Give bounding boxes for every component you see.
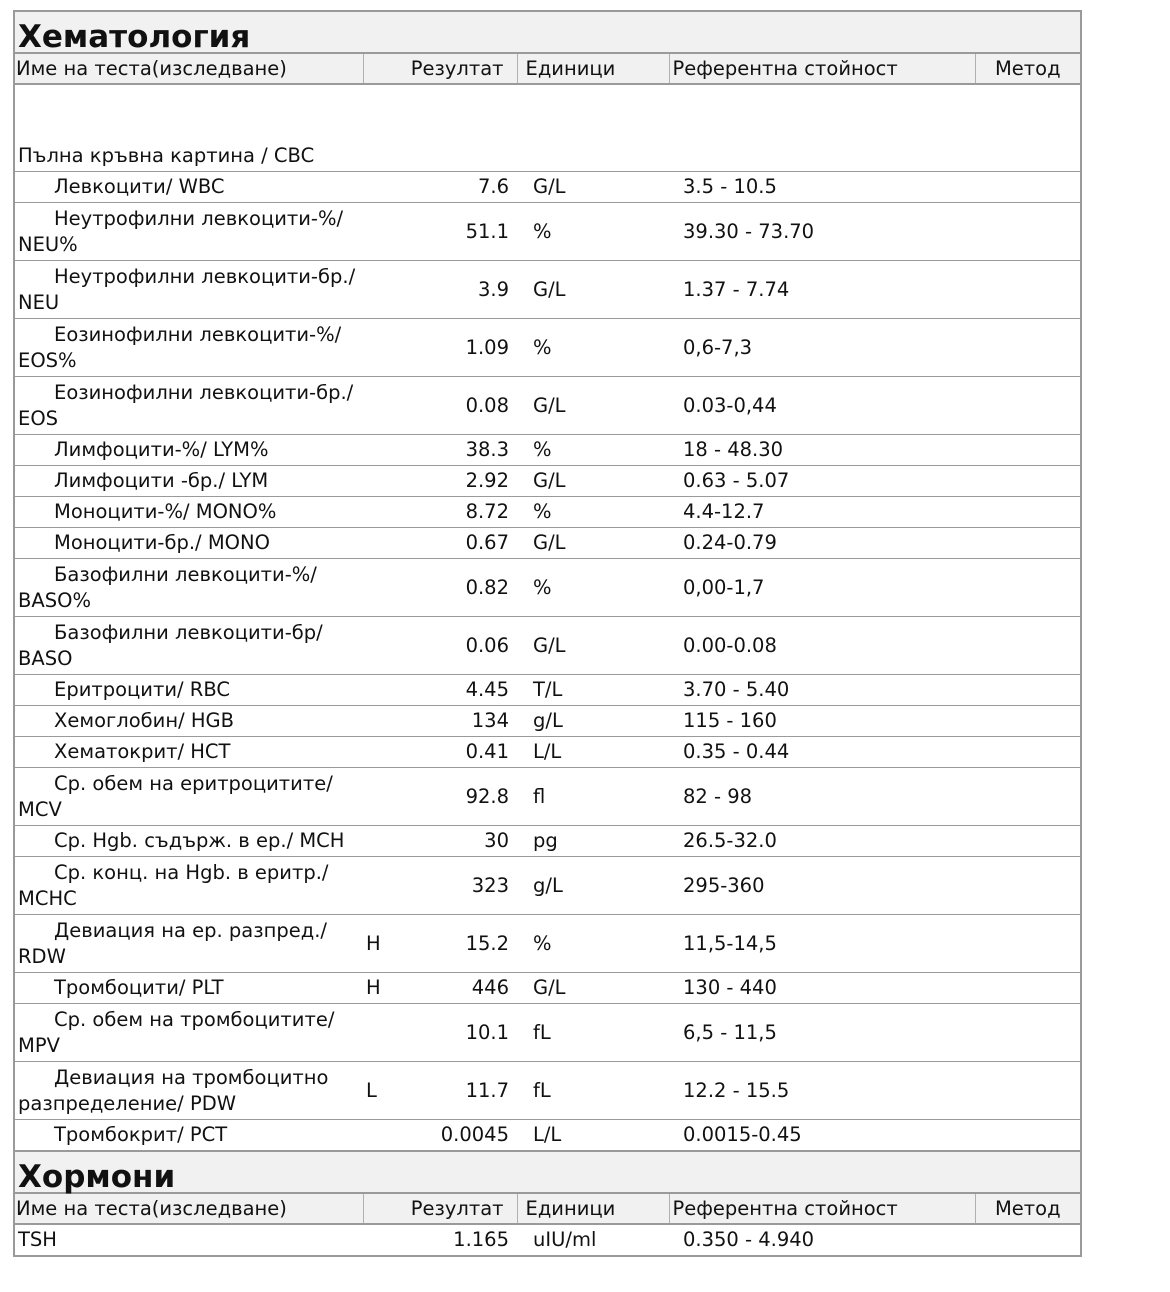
flag-indicator (363, 335, 366, 361)
header-name: Име на теста(изследване) (15, 1194, 363, 1224)
method-value (975, 1004, 1080, 1062)
flag-indicator (363, 174, 366, 200)
test-name: TSH (15, 1224, 363, 1255)
section-title: Хематология (15, 10, 1080, 54)
table-row (15, 559, 1080, 617)
reference-value: 12.2 - 15.5 (669, 1062, 975, 1120)
test-name: Хематокрит/ HCT (15, 737, 363, 768)
header-result: Резултат (363, 1194, 517, 1224)
table-row (15, 1062, 1080, 1120)
table-row (15, 737, 1080, 768)
table-row (15, 826, 1080, 857)
group-row (15, 84, 1080, 172)
flag-indicator (363, 677, 366, 703)
flag-indicator (363, 530, 366, 556)
units-value: % (517, 559, 669, 617)
units-value: g/L (517, 706, 669, 737)
result-value (363, 915, 517, 973)
flag-indicator (363, 873, 366, 899)
reference-value: 0.03-0,44 (669, 377, 975, 435)
table-row (15, 857, 1080, 915)
header-reference: Референтна стойност (669, 1194, 975, 1224)
hormones-section (13, 1150, 1082, 1257)
units-value: g/L (517, 857, 669, 915)
table-row (15, 675, 1080, 706)
units-value: G/L (517, 528, 669, 559)
test-name: Неутрофилни левкоцити-бр./ NEU (15, 261, 363, 319)
flag-indicator: H (366, 976, 381, 999)
table-row (15, 435, 1080, 466)
reference-value: 4.4-12.7 (669, 497, 975, 528)
result-value (363, 1120, 517, 1151)
method-value (975, 528, 1080, 559)
result-value (363, 706, 517, 737)
reference-value: 3.70 - 5.40 (669, 675, 975, 706)
header-method: Метод (975, 54, 1080, 84)
table-row (15, 915, 1080, 973)
method-value (975, 559, 1080, 617)
test-name: Лимфоцити -бр./ LYM (15, 466, 363, 497)
table-row (15, 261, 1080, 319)
table-row (15, 172, 1080, 203)
test-name: Базофилни левкоцити-%/ BASO% (15, 559, 363, 617)
table-row (15, 768, 1080, 826)
header-method: Метод (975, 1194, 1080, 1224)
result-number: 0.82 (465, 575, 509, 599)
reference-value: 115 - 160 (669, 706, 975, 737)
units-value: T/L (517, 675, 669, 706)
test-name: Моноцити-бр./ MONO (15, 528, 363, 559)
flag-indicator (363, 437, 366, 463)
test-name: Моноцити-%/ MONO% (15, 497, 363, 528)
method-value (975, 737, 1080, 768)
table-header-row (15, 1194, 1080, 1224)
units-value: G/L (517, 261, 669, 319)
table-row (15, 1004, 1080, 1062)
test-name: Ср. конц. на Hgb. в еритр./ MCHC (15, 857, 363, 915)
method-value (975, 466, 1080, 497)
result-number: 1.09 (465, 335, 509, 359)
result-number: 0.0045 (440, 1123, 509, 1146)
table-row (15, 1224, 1080, 1255)
result-value (363, 172, 517, 203)
units-value: G/L (517, 973, 669, 1004)
table-row (15, 528, 1080, 559)
flag-indicator (363, 499, 366, 525)
reference-value: 18 - 48.30 (669, 435, 975, 466)
reference-value: 0,6-7,3 (669, 319, 975, 377)
result-number: 2.92 (465, 469, 509, 492)
units-value: % (517, 319, 669, 377)
method-value (975, 617, 1080, 675)
flag-indicator (363, 219, 366, 245)
units-value: L/L (517, 737, 669, 768)
result-number: 38.3 (465, 438, 509, 461)
flag-indicator: H (366, 931, 381, 955)
method-value (975, 915, 1080, 973)
test-name: Еритроцити/ RBC (15, 675, 363, 706)
group-label: Пълна кръвна картина / CBC (18, 144, 315, 167)
units-value: fL (517, 1062, 669, 1120)
method-value (975, 1120, 1080, 1151)
method-value (975, 377, 1080, 435)
flag-indicator (363, 393, 366, 419)
lab-report (13, 10, 1082, 1257)
flag-indicator: L (366, 1078, 377, 1102)
units-value: % (517, 497, 669, 528)
result-value (363, 675, 517, 706)
table-row (15, 706, 1080, 737)
flag-indicator (363, 277, 366, 303)
table-row (15, 973, 1080, 1004)
result-value (363, 435, 517, 466)
reference-value: 82 - 98 (669, 768, 975, 826)
flag-indicator (363, 739, 366, 765)
reference-value: 0.00-0.08 (669, 617, 975, 675)
result-number: 0.41 (465, 740, 509, 763)
result-number: 0.08 (465, 393, 509, 417)
reference-value: 11,5-14,5 (669, 915, 975, 973)
method-value (975, 1224, 1080, 1255)
result-number: 0.06 (465, 633, 509, 657)
hematology-table (15, 54, 1080, 1150)
units-value: pg (517, 826, 669, 857)
result-number: 10.1 (465, 1020, 509, 1044)
result-value (363, 466, 517, 497)
flag-indicator (363, 828, 366, 854)
method-value (975, 261, 1080, 319)
method-value (975, 973, 1080, 1004)
method-value (975, 203, 1080, 261)
test-name: Тромбоцити/ PLT (15, 973, 363, 1004)
test-name: Хемоглобин/ HGB (15, 706, 363, 737)
reference-value: 0.350 - 4.940 (669, 1224, 975, 1255)
result-value (363, 973, 517, 1004)
reference-value: 26.5-32.0 (669, 826, 975, 857)
test-name: Ср. обем на тромбоцитите/ MPV (15, 1004, 363, 1062)
units-value: fL (517, 1004, 669, 1062)
method-value (975, 706, 1080, 737)
units-value: % (517, 435, 669, 466)
result-number: 1.165 (453, 1228, 509, 1251)
method-value (975, 826, 1080, 857)
units-value: fl (517, 768, 669, 826)
flag-indicator (363, 1227, 366, 1253)
method-value (975, 857, 1080, 915)
method-value (975, 497, 1080, 528)
result-value (363, 826, 517, 857)
result-value (363, 497, 517, 528)
result-value (363, 203, 517, 261)
result-value (363, 1004, 517, 1062)
header-result: Резултат (363, 54, 517, 84)
units-value: G/L (517, 172, 669, 203)
hormones-table (15, 1194, 1080, 1255)
table-row (15, 466, 1080, 497)
reference-value: 0.63 - 5.07 (669, 466, 975, 497)
result-value (363, 768, 517, 826)
reference-value: 1.37 - 7.74 (669, 261, 975, 319)
hematology-section (13, 10, 1082, 1150)
section-title: Хормони (15, 1150, 1080, 1194)
test-name: Ср. Hgb. съдърж. в ер./ MCH (15, 826, 363, 857)
test-name: Ср. обем на еритроцитите/ MCV (15, 768, 363, 826)
units-value: L/L (517, 1120, 669, 1151)
table-row (15, 1120, 1080, 1151)
table-header-row (15, 54, 1080, 84)
flag-indicator (363, 575, 366, 601)
flag-indicator (363, 1122, 366, 1148)
reference-value: 0.24-0.79 (669, 528, 975, 559)
result-number: 3.9 (477, 277, 509, 301)
method-value (975, 768, 1080, 826)
units-value: % (517, 915, 669, 973)
flag-indicator (363, 1020, 366, 1046)
method-value (975, 172, 1080, 203)
reference-value: 0.0015-0.45 (669, 1120, 975, 1151)
result-number: 8.72 (465, 500, 509, 523)
table-row (15, 617, 1080, 675)
test-name: Левкоцити/ WBC (15, 172, 363, 203)
result-value (363, 261, 517, 319)
result-number: 51.1 (465, 219, 509, 243)
reference-value: 295-360 (669, 857, 975, 915)
method-value (975, 675, 1080, 706)
reference-value: 6,5 - 11,5 (669, 1004, 975, 1062)
test-name: Лимфоцити-%/ LYM% (15, 435, 363, 466)
method-value (975, 1062, 1080, 1120)
header-name: Име на теста(изследване) (15, 54, 363, 84)
units-value: uIU/ml (517, 1224, 669, 1255)
result-value (363, 559, 517, 617)
units-value: G/L (517, 617, 669, 675)
header-units: Единици (517, 54, 669, 84)
reference-value: 0,00-1,7 (669, 559, 975, 617)
header-reference: Референтна стойност (669, 54, 975, 84)
result-number: 4.45 (465, 678, 509, 701)
units-value: % (517, 203, 669, 261)
table-row (15, 319, 1080, 377)
result-value (363, 1062, 517, 1120)
result-number: 92.8 (465, 784, 509, 808)
table-row (15, 497, 1080, 528)
test-name: Еозинофилни левкоцити-%/ EOS% (15, 319, 363, 377)
flag-indicator (363, 708, 366, 734)
result-number: 7.6 (477, 175, 509, 198)
test-name: Девиация на тромбоцитно разпределение/ PDW (15, 1062, 363, 1120)
table-row (15, 377, 1080, 435)
result-number: 0.67 (465, 531, 509, 554)
flag-indicator (363, 633, 366, 659)
test-name: Базофилни левкоцити-бр/ BASO (15, 617, 363, 675)
result-number: 30 (484, 829, 509, 852)
table-row (15, 203, 1080, 261)
result-value (363, 857, 517, 915)
units-value: G/L (517, 466, 669, 497)
result-value (363, 377, 517, 435)
flag-indicator (363, 468, 366, 494)
result-number: 11.7 (465, 1078, 509, 1102)
result-number: 134 (471, 709, 509, 732)
method-value (975, 435, 1080, 466)
result-number: 446 (471, 976, 509, 999)
result-number: 323 (471, 873, 509, 897)
units-value: G/L (517, 377, 669, 435)
header-units: Единици (517, 1194, 669, 1224)
method-value (975, 319, 1080, 377)
test-name: Неутрофилни левкоцити-%/ NEU% (15, 203, 363, 261)
result-value (363, 528, 517, 559)
result-number: 15.2 (465, 931, 509, 955)
result-value (363, 737, 517, 768)
test-name: Девиация на ер. разпред./ RDW (15, 915, 363, 973)
reference-value: 130 - 440 (669, 973, 975, 1004)
reference-value: 39.30 - 73.70 (669, 203, 975, 261)
flag-indicator (363, 784, 366, 810)
reference-value: 0.35 - 0.44 (669, 737, 975, 768)
test-name: Тромбокрит/ PCT (15, 1120, 363, 1151)
reference-value: 3.5 - 10.5 (669, 172, 975, 203)
result-value (363, 1224, 517, 1255)
test-name: Еозинофилни левкоцити-бр./ EOS (15, 377, 363, 435)
result-value (363, 617, 517, 675)
result-value (363, 319, 517, 377)
